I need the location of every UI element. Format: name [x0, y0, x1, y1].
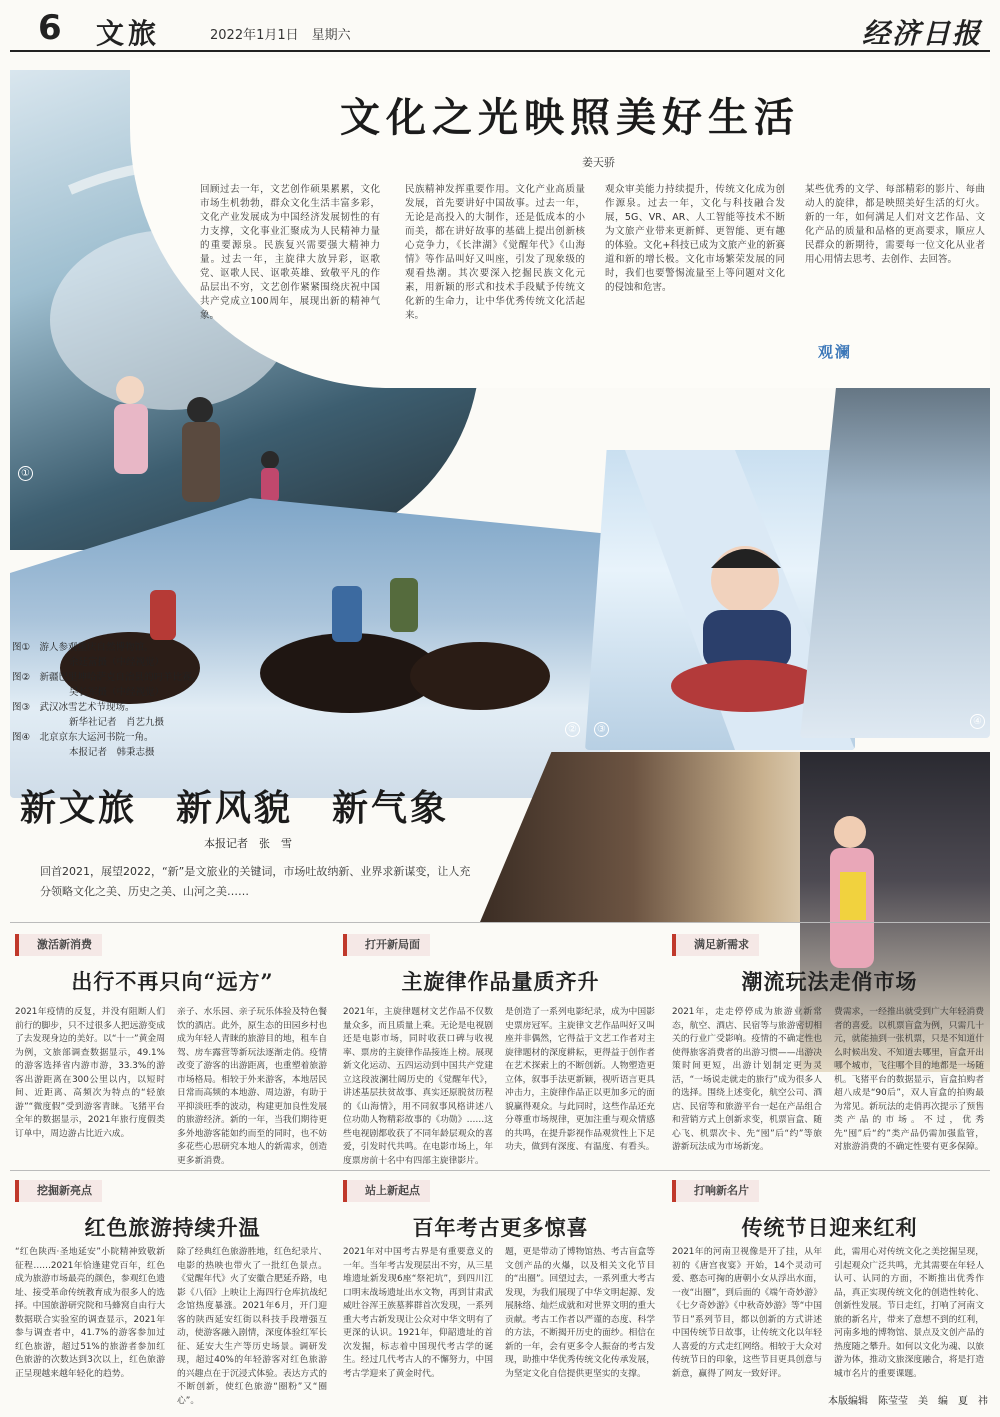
photo-number: ③	[594, 722, 609, 737]
caption-line: 图② 新疆巴里坤哈萨克自治县的叼羊比赛。	[12, 672, 202, 683]
section-title: 红色旅游持续升温	[84, 1215, 261, 1240]
page-header	[10, 6, 990, 52]
section-column: 2021年，主旋律题材文艺作品不仅数量众多，而且质量上乘。无论是电视剧还是电影市场，同时收获口碑与收视率、票房的主旋律作品接连上榜。展现新文化运动、五四运动到中国共产党建立这段波澜壮阔历史的《觉醒年代》，讲述基层扶贫故事、真实还原脱贫历程的《山海情》，用不同叙事风格讲述八位功勋人物精彩故事的《功勋》……这些电视剧都收获了不同年龄层观众的喜爱，引发时代共鸣。在电影市场上，年度票房前十名中有四部主旋律影片。	[343, 1007, 493, 1166]
caption-line: 吴长军摄（中经视觉）	[12, 687, 165, 698]
section-column: 费需求，一经推出就受到广大年轻消费者的喜爱。以机票盲盒为例，只需几十元，就能抽到一张机票，只是不知道什么时候出发、不知道去哪里，盲盒开出哪个城市，飞往哪个目的地都是一场随机。飞猪平台的数据显示，盲盒拍购者超八成是“90后”，双人盲盒的拍购最为常见。新玩法的走俏再次提示了预售类产品的市场。不过，优秀先“囤”后“约”类产品仍需加强监管，对旅游消费的不确定性要有更多保障。	[834, 1007, 984, 1152]
section-column: 2021年的河南卫视像是开了挂，从年初的《唐宫夜宴》开始，14个灵动可爱、憨态可掬的唐朝小女从浮出水面，一夜“出圈”，到后面的《端午奇妙游》《七夕奇妙游》《中秋奇妙游》等“中国节日”系列节目，都以创新的方式讲述中国传统节日故事，让传统文化以年轻人喜爱的方式走红网络。相较于大众对传统节日的印象，这些节目更具创意与新意，赢得了网友一致好评。	[672, 1247, 822, 1379]
story-lead: 回首2021，展望2022，“新”是文旅业的关键词，市场吐故纳新、业界求新谋变，让人充分领略文化之美、历史之美、山河之美……	[40, 865, 471, 898]
section-column: 亲子、水乐园、亲子玩乐体验及特色餐饮的酒店。此外，原生态的田园乡村也成为年轻人青睐的旅游目的地，租车自驾、房车露营等新玩法逐渐走俏。疫情改变了游客的出游距离，也重塑着旅游市场格局。相较于外来游客，本地居民日常而高频的本地游、周边游，有助于平抑淡旺季的波动，构建更加良性发展的旅游经济。新的一年，当我们期待更多外地游客能如约而至的同时，也不妨多花些心思研究本地人的新需求，创造更多新消费。	[177, 1007, 327, 1166]
section-block	[672, 1180, 987, 1390]
story-byline: 本报记者 张 雪	[204, 837, 292, 850]
section-column: 除了经典红色旅游胜地，红色纪录片、电影的热映也带火了一批红色景点。《觉醒年代》火了安徽合肥延乔路，电影《八佰》上映让上海四行仓库抗战纪念馆热度暴涨。2021年6月，开门迎客的陕西延安红街以科技手段增强互动，使游客融入剧情，深度体验红军长征、延安大生产等历史场景。调研发现，超过40%的年轻游客对红色旅游的兴趣点在于沉浸式体验。表达方式的不断创新，使红色旅游“圈粉”又“圈心”。	[177, 1247, 327, 1406]
section-tag: 激活新消费	[15, 934, 102, 956]
section-block	[343, 1180, 658, 1390]
section-title: 出行不再只向“远方”	[71, 969, 274, 994]
divider	[10, 922, 990, 923]
caption-line: 图④ 北京京东大运河书院一角。	[12, 732, 154, 743]
feature-paragraph: 回顾过去一年，文艺创作硕果累累，文化市场生机勃勃，群众文化生活丰富多彩，文化产业发展成为中国经济发展韧性的有力支撑，文化事业汇聚成为人民精神力量的重要源泉。民族复兴需要强大精神力量。过去一年，主旋律大放异彩，讴歌党、讴歌人民、讴歌英雄、致敬平凡的作品层出不穷，文艺创作紧紧围绕庆祝中国共产党成立100周年，展现出新的精神气象。	[200, 184, 380, 321]
section-title: 主旋律作品量质齐升	[401, 969, 600, 994]
section-tag: 打响新名片	[672, 1180, 759, 1202]
feature-paragraph: 某些优秀的文学、每部精彩的影片、每曲动人的旋律，都是映照美好生活的灯火。新的一年，如何满足人们对文艺作品、文化产品的质量和品格的更高要求，顺应人民群众的新期待，需要每一位文化从业者用心用情去思考、去创作、去回答。	[805, 184, 985, 265]
section-block	[672, 934, 987, 1194]
caption-line: 图③ 武汉冰雪艺术节现场。	[12, 702, 135, 713]
section-tag: 站上新起点	[343, 1180, 430, 1202]
feature-paragraph: 观众审美能力持续提升，传统文化成为创作源泉。过去一年，文化与科技融合发展，5G、VR、AR、人工智能等技术不断为文旅产业带来更新鲜、更智能、更有趣的体验。文化+科技已成为文旅产业的新赛道和新的增长极。文化市场繁荣发展的同时，我们也要警惕流量至上等问题对文化的侵蚀和危害。	[605, 184, 785, 293]
caption-line: 本报记者 韩秉志摄	[12, 747, 155, 758]
section-column: 2021年，走走停停成为旅游业新常态，航空、酒店、民宿等与旅游密切相关的行业广受影响。疫情的不确定性也使得旅客消费者的出游习惯——出游决策时间更短，出游计划制定更为灵活，“一场说走就走的旅行”成为很多人的选择。围绕上述变化，航空公司、酒店、民宿等和旅游平台一起在产品组合和营销方式上创新求变，机票盲盒、随心飞、机票次卡、先“囤”后“约”等旅游新玩法成为市场新宠。	[672, 1007, 822, 1152]
section-title: 百年考古更多惊喜	[412, 1215, 589, 1240]
section-title: 传统节日迎来红利	[741, 1215, 918, 1240]
photo-captions	[12, 640, 212, 760]
photo-number: ④	[970, 714, 985, 729]
section-column: 是创造了一系列电影纪录，成为中国影史票房冠军。主旋律文艺作品叫好又叫座并非偶然，它得益于文艺工作者对主旋律题材的深度耕耘，更得益于创作者在艺术探索上的不断创新。人物塑造更立体，叙事手法更新颖，视听语言更具冲击力，主旋律作品正以更加多元的面貌赢得观众。与此同时，这些作品还充分尊重市场规律，更加注重与观众情感的共鸣，在提升影视作品观赏性上下足功夫，做到有深度、有温度、有看头。	[505, 1007, 655, 1152]
section-block	[15, 934, 330, 1194]
caption-line: 图① 游人参观重庆自然博物馆。	[12, 642, 154, 653]
photo-number: ①	[18, 466, 33, 481]
page-number: 6	[38, 8, 62, 48]
section-block	[343, 934, 658, 1194]
caption-line: 新华社记者 肖艺九摄	[12, 717, 165, 728]
column-label: 观澜	[818, 343, 853, 361]
feature-byline: 姜天骄	[582, 156, 615, 169]
section-column: 题，更是带动了博物馆热、考古盲盒等文创产品的火爆，以及相关文化节目的“出圈”。回望过去，一系列重大考古发现，为我们展现了中华文明起源、发展脉络、灿烂成就和对世界文明的重大贡献。考古工作者以严谨的态度、科学的方法，不断揭开历史的面纱。相信在新的一年，会有更多令人振奋的考古发现，助推中华优秀传统文化传承发展，为坚定文化自信提供更坚实的支撑。	[505, 1247, 655, 1379]
issue-date: 2022年1月1日 星期六	[210, 28, 351, 43]
photo-number: ②	[565, 722, 580, 737]
section-column: “红色陕西·圣地延安”小院精神致敬新征程……2021年恰逢建党百年，红色成为旅游市场最亮的颜色，参观红色遗址、接受革命传统教育成为很多人的选择。中国旅游研究院和马蜂窝自由行大数据联合实验室的调查显示，2021年参与调查者中，41.7%的游客参加过红色旅游，超过51%的旅游者参加红色旅游的次数达到3次以上，红色旅游正呈现越来越年轻化的趋势。	[15, 1247, 165, 1379]
section-tag: 打开新局面	[343, 934, 430, 956]
caption-line: 余廷富摄（中经视觉）	[12, 657, 165, 668]
section-name: 文旅	[96, 17, 161, 50]
section-tag: 满足新需求	[672, 934, 759, 956]
section-column: 2021年对中国考古界是有重要意义的一年。当年考古发现层出不穷，从三星堆遗址新发现6座“祭祀坑”，到四川江口明末战场遗址出水文物，再到甘肃武威吐谷浑王族墓葬群首次发现，一系列重大考古新发现让公众对中华文明有了更深的认识。1921年，仰韶遗址的首次发掘，标志着中国现代考古学的诞生。经过几代考古人的不懈努力，中国考古学迎来了黄金时代。	[343, 1247, 493, 1379]
feature-paragraph: 民族精神发挥重要作用。文化产业高质量发展，首先要讲好中国故事。过去一年，无论是高投入的大制作，还是低成本的小而美，都在讲好故事的基础上提出创新核心竞争力，《长津湖》《觉醒年代》《山海情》等作品叫好又叫座，引发了现象级的观看热潮。其次要深入挖掘民族文化元素，用新颖的形式和技术手段赋予传统文化新的生命力，让中华优秀传统文化活起来。	[405, 184, 585, 321]
section-column: 此，需用心对传统文化之美挖掘呈现，引起观众广泛共鸣，尤其需要在年轻人认可、认同的方面，不断推出优秀作品，真正实现传统文化的创造性转化、创新性发展。节日走红，打响了河南文旅的新名片，带来了意想不到的红利，河南多地的博物馆、景点及文创产品的热度随之攀升。如何以文化为魂、以旅游为体，推动文旅深度融合，将是打造城市名片的重要课题。	[834, 1247, 984, 1379]
divider	[10, 1170, 990, 1171]
masthead-logo: 经济日报	[861, 17, 982, 50]
section-tag: 挖掘新亮点	[15, 1180, 102, 1202]
editor-credit: 本版编辑 陈莹莹 美 编 夏 祎	[828, 1396, 988, 1407]
section-title: 潮流玩法走俏市场	[741, 969, 918, 994]
section-block	[15, 1180, 330, 1406]
photo-slide-people	[800, 368, 990, 738]
feature-headline: 文化之光映照美好生活	[340, 94, 800, 141]
section-column: 2021年疫情的反复，并没有阻断人们前行的脚步，只不过很多人把远游变成了去发现身边的美好。以“十一”黄金周为例，文旅部调查数据显示，49.1%的游客选择省内游市游，33.3%的游客出游距离在300公里以内，以短时间、近距离、高频次为特点的“轻旅游”“微度假”受到游客青睐。飞猪平台全年的数据显示，2021年旅行度假类订单中，周边游占比近六成。	[15, 1007, 165, 1139]
story-headline: 新文旅 新风貌 新气象	[20, 787, 450, 829]
